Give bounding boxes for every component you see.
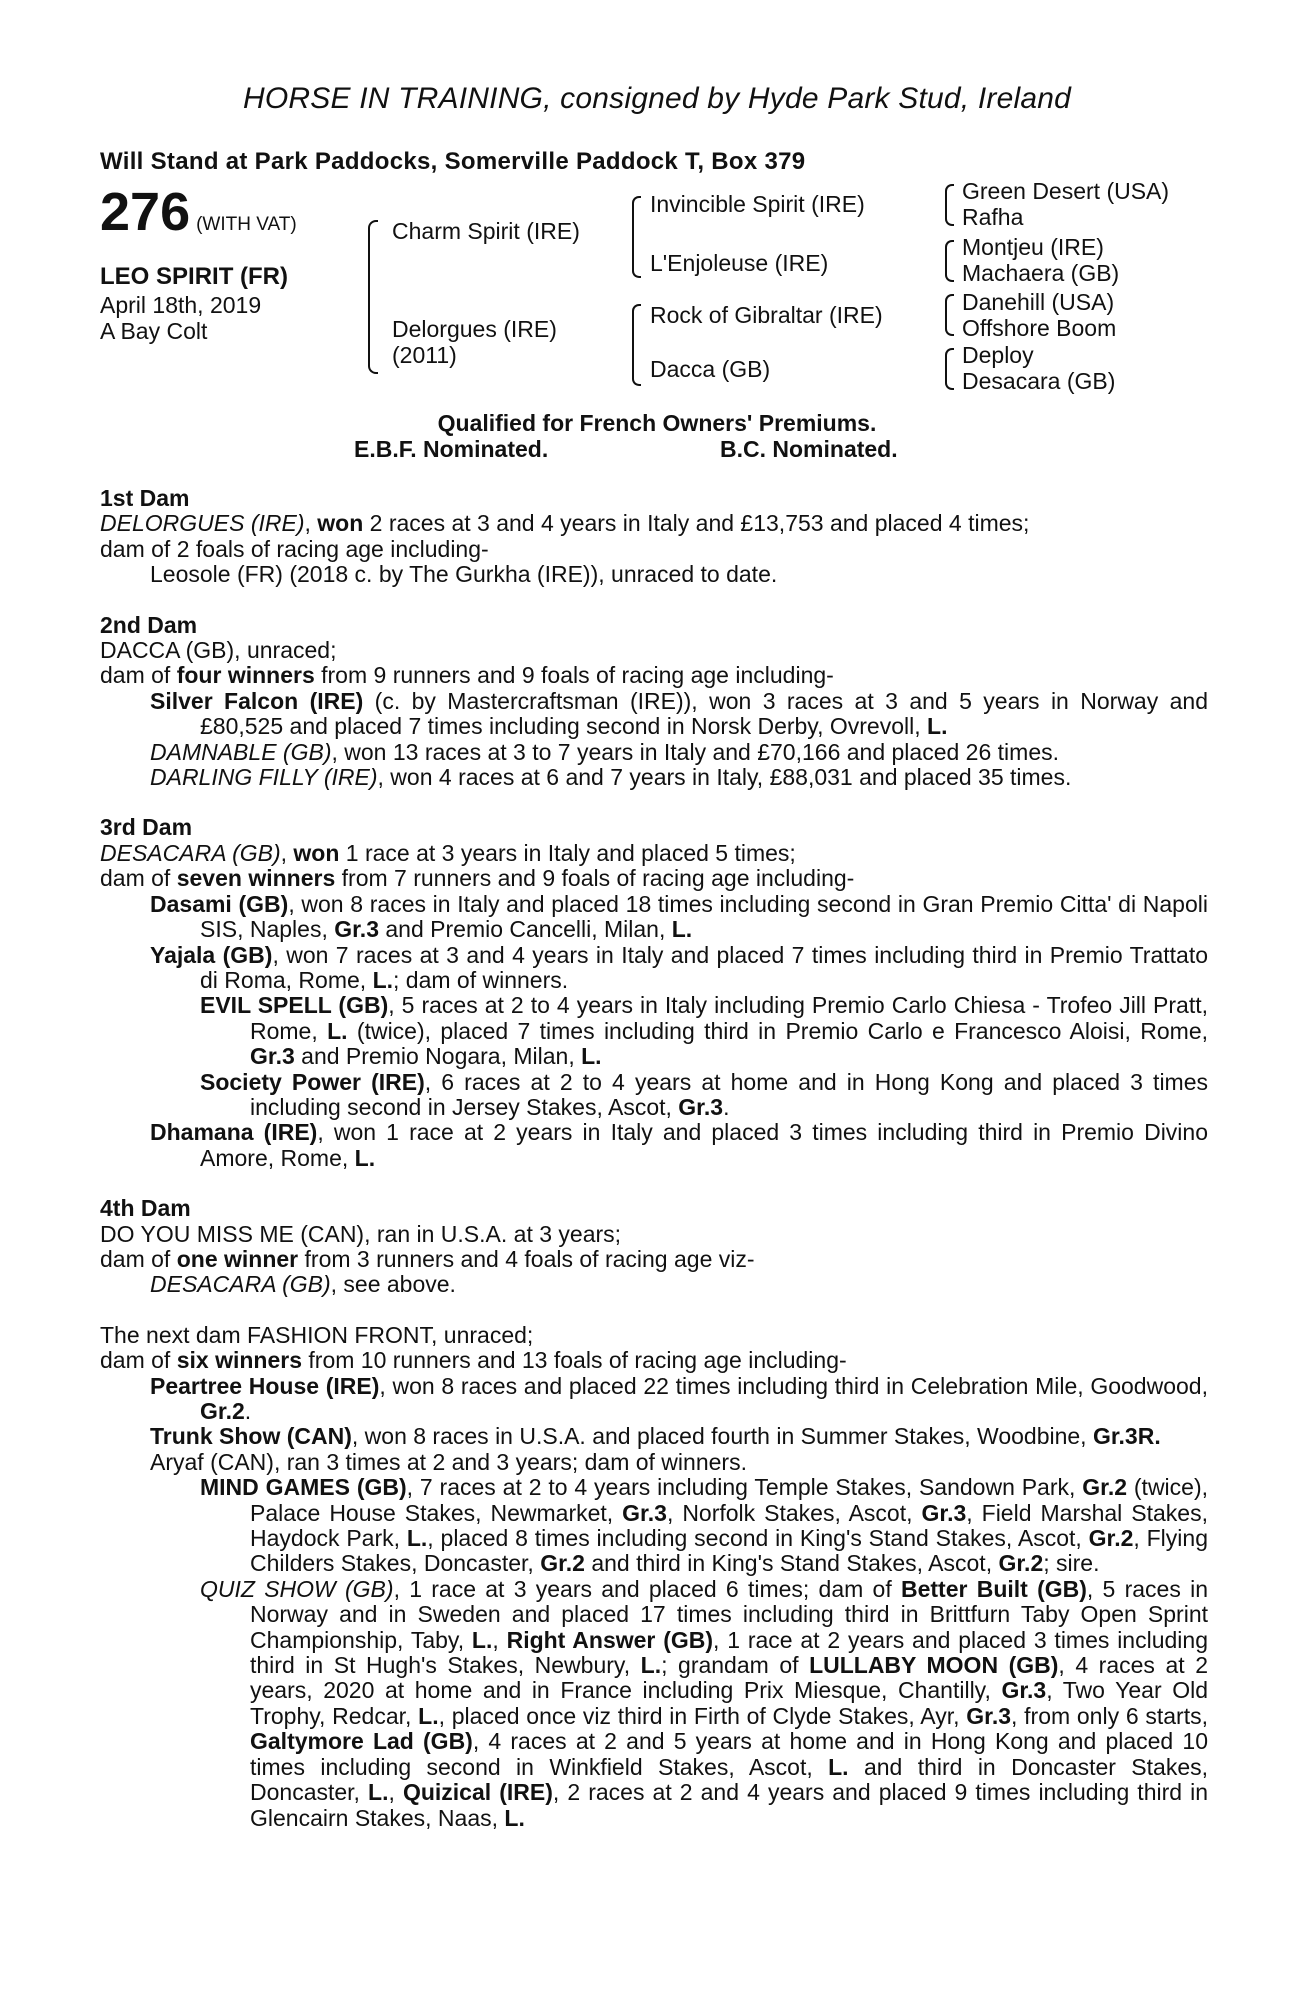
note-ebf: E.B.F. Nominated. [354,436,549,462]
dam4-line2: dam of one winner from 3 runners and 4 foals of racing age viz- [100,1245,755,1272]
dam5-progeny-1: Peartree House (IRE), won 8 races and placed 22 times including third in Celebration Mile, Goodwood, Gr.2. [150,1372,1208,1424]
pedigree-sss: Green Desert (USA) [962,178,1170,204]
dam1-line3: Leosole (FR) (2018 c. by The Gurkha (IRE)), unraced to date. [150,561,778,588]
pedigree-bracket-g4 [945,348,954,390]
pedigree-sire: Charm Spirit (IRE) [392,218,580,244]
note-bc: B.C. Nominated. [720,436,898,462]
dam4-line3: DESACARA (GB), see above. [150,1271,456,1298]
dam3-progeny-4: Society Power (IRE), 6 races at 2 to 4 years at home and in Hong Kong and placed 3 times including second in Jersey Stakes, Ascot, Gr.3. [200,1068,1209,1120]
pedigree-bracket-dam [632,304,641,386]
dam5-progeny-5: QUIZ SHOW (GB), 1 race at 3 years and placed 6 times; dam of Better Built (GB), 5 races in Norway and in Sweden and placed 17 times including third in Brittfurn Taby Open Sprint Championship, Taby, L., Right Answer (GB), 1 race at 2 years and placed 3 times including third in St Hugh's Stakes, Newbury, L.; grandam of LULLABY MOON (GB), 4 races at 2 years, 2020 at home and in France including Prix Miesque, Chantilly, Gr.3, Two Year Old Trophy, Redcar, L., placed once viz third in Firth of Clyde Stakes, Ayr, Gr.3, from only 6 starts, Galtymore Lad (GB), 4 races at 2 and 5 years at home and in Hong Kong and placed 10 times including second in Winkfield Stakes, Ascot, L. and third in Doncaster Stakes, Doncaster, L., Quizical (IRE), 2 races at 2 and 4 years and placed 9 times including third in Glencairn Stakes, Naas, L. [200,1575,1209,1831]
note-qualified: Qualified for French Owners' Premiums. [437,410,877,436]
pedigree-dam-dam: Dacca (GB) [650,356,771,382]
pedigree-dam-year: (2011) [392,342,457,368]
pedigree-bracket-g2 [945,240,954,282]
dam3-line2: dam of seven winners from 7 runners and 9 foals of racing age including- [100,865,855,892]
dam2-progeny-3: DARLING FILLY (IRE), won 4 races at 6 and 7 years in Italy, £88,031 and placed 35 times. [150,764,1072,791]
pedigree-sds: Montjeu (IRE) [962,234,1104,260]
pedigree-dds: Deploy [962,342,1034,368]
pedigree-dam: Delorgues (IRE) [392,316,557,342]
dam2-line2: dam of four winners from 9 runners and 9 foals of racing age including- [100,662,834,689]
pedigree-bracket-main [368,220,378,374]
pedigree-sire-dam: L'Enjoleuse (IRE) [650,250,829,276]
pedigree-ddd: Desacara (GB) [962,368,1116,394]
stand-location: Will Stand at Park Paddocks, Somerville Paddock T, Box 379 [100,148,806,175]
dam5-line1: The next dam FASHION FRONT, unraced; [100,1321,534,1348]
dam2-title: 2nd Dam [100,611,198,638]
dam4-line1: DO YOU MISS ME (CAN), ran in U.S.A. at 3 years; [100,1220,622,1247]
lot-vat: (WITH VAT) [196,214,297,235]
pedigree-bracket-g1 [945,184,954,226]
dam4-title: 4th Dam [100,1195,191,1222]
dam5-progeny-4: MIND GAMES (GB), 7 races at 2 to 4 years including Temple Stakes, Sandown Park, Gr.2 (twice), Palace House Stakes, Newmarket, Gr.3, Norfolk Stakes, Ascot, Gr.3, Field Marshal Stakes, Haydock Park, L., placed 8 times including second in King's Stand Stakes, Ascot, Gr.2, Flying Childers Stakes, Doncaster, Gr.2 and third in King's Stand Stakes, Ascot, Gr.2; sire. [200,1474,1209,1577]
page-header: HORSE IN TRAINING, consigned by Hyde Park Stud, Ireland [243,82,1071,115]
dam2-progeny-1: Silver Falcon (IRE) (c. by Mastercraftsman (IRE)), won 3 races at 3 and 5 years in Norway and £80,525 and placed 7 times including second in Norsk Derby, Ovrevoll, L. [150,687,1208,740]
horse-foaled: April 18th, 2019 [100,292,262,318]
pedigree-bracket-sire [632,196,641,278]
pedigree-dss: Danehill (USA) [962,289,1115,315]
lot-number-block [100,182,297,242]
pedigree-details [100,486,1208,1831]
pedigree-dam-sire: Rock of Gibraltar (IRE) [650,302,883,328]
dam3-progeny-3: EVIL SPELL (GB), 5 races at 2 to 4 years in Italy including Premio Carlo Chiesa - Trofeo Jill Pratt, Rome, L. (twice), placed 7 times including third in Premio Carlo e Francesco Aloisi, Rome, Gr.3 and Premio Nogara, Milan, L. [200,992,1209,1070]
pedigree-dsd: Offshore Boom [962,315,1117,341]
dam3-title: 3rd Dam [100,814,193,841]
horse-description: A Bay Colt [100,318,208,344]
dam3-progeny-5: Dhamana (IRE), won 1 race at 2 years in Italy and placed 3 times including third in Premio Divino Amore, Rome, L. [150,1119,1208,1171]
horse-name: LEO SPIRIT (FR) [100,263,288,290]
pedigree-bracket-g3 [945,294,954,336]
dam5-progeny-2: Trunk Show (CAN), won 8 races in U.S.A. and placed fourth in Summer Stakes, Woodbine, Gr.3R. [150,1423,1161,1450]
dam5-progeny-3: Aryaf (CAN), ran 3 times at 2 and 3 years; dam of winners. [150,1448,747,1475]
dam3-progeny-2: Yajala (GB), won 7 races at 3 and 4 years in Italy and placed 7 times including third in Premio Trattato di Roma, Rome, L.; dam of winners. [150,941,1209,993]
pedigree-sdd: Machaera (GB) [962,260,1120,286]
dam1-title: 1st Dam [100,485,190,511]
dam5-line2: dam of six winners from 10 runners and 13 foals of racing age including- [100,1347,847,1374]
pedigree-sire-sire: Invincible Spirit (IRE) [650,191,865,217]
dam3-progeny-1: Dasami (GB), won 8 races in Italy and placed 18 times including second in Gran Premio Citta' di Napoli SIS, Naples, Gr.3 and Premio Cancelli, Milan, L. [150,890,1208,943]
dam3-line1: DESACARA (GB), won 1 race at 3 years in Italy and placed 5 times; [100,839,796,866]
dam2-progeny-2: DAMNABLE (GB), won 13 races at 3 to 7 years in Italy and £70,166 and placed 26 times. [150,738,1059,765]
dam1-line1: DELORGUES (IRE), won 2 races at 3 and 4 years in Italy and £13,753 and placed 4 times; [100,510,1030,537]
dam1-line2: dam of 2 foals of racing age including- [100,535,489,562]
dam2-line1: DACCA (GB), unraced; [100,637,337,664]
pedigree-ssd: Rafha [962,204,1024,230]
lot-number: 276 [100,182,191,242]
